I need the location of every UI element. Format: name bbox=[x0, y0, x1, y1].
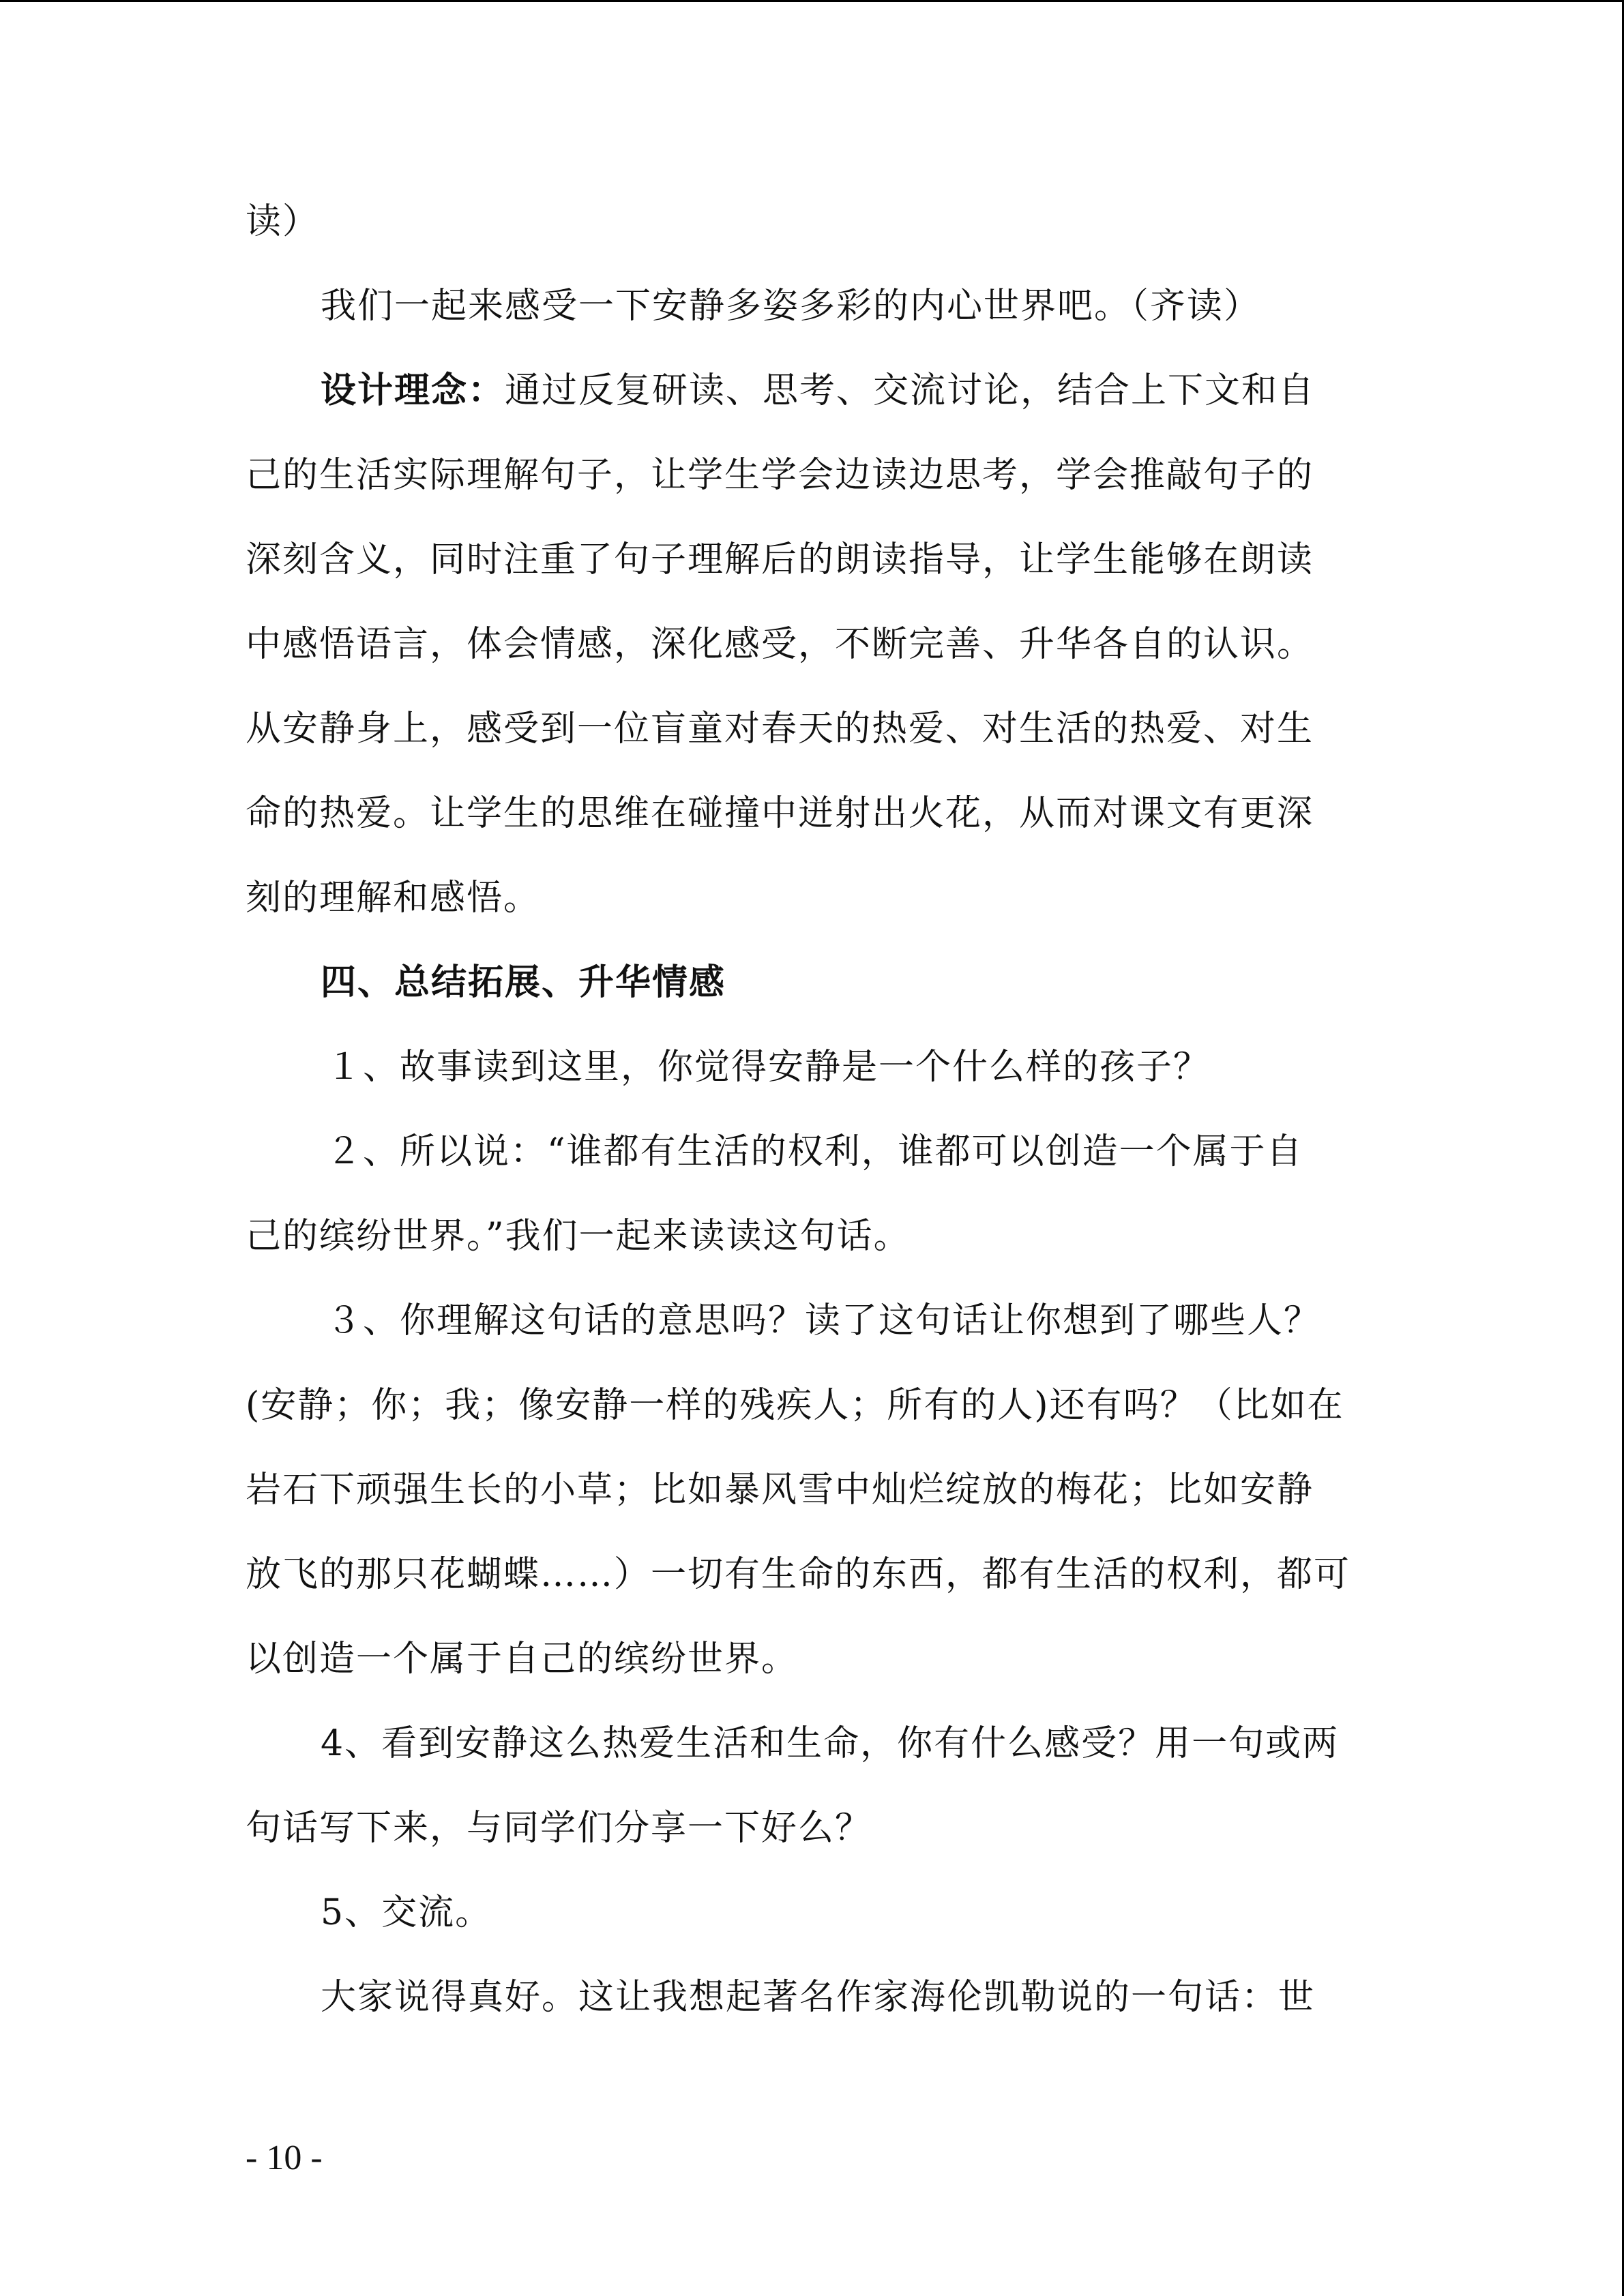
page-number: - 10 - bbox=[246, 2138, 323, 2177]
text-line: 命的热爱。让学生的思维在碰撞中迸射出火花，从而对课文有更深 bbox=[246, 793, 1314, 834]
text-line: 以创造一个属于自己的缤纷世界。 bbox=[246, 1639, 799, 1680]
text-line: 我们一起来感受一下安静多姿多彩的内心世界吧。（齐读） bbox=[321, 286, 1261, 327]
text-line: 大家说得真好。这让我想起著名作家海伦凯勒说的一句话：世 bbox=[321, 1977, 1316, 2018]
text-line: 5、交流。 bbox=[321, 1892, 492, 1933]
text-line: 读） bbox=[246, 201, 320, 242]
design-concept-paragraph bbox=[321, 367, 1315, 415]
text-line: 通过反复研读、思考、交流讨论，结合上下文和自 bbox=[505, 370, 1316, 411]
text-line: ２、所以说：“谁都有生活的权利，谁都可以创造一个属于自 bbox=[326, 1131, 1303, 1172]
text-line: 中感悟语言，体会情感，深化感受，不断完善、升华各自的认识。 bbox=[246, 624, 1314, 665]
text-line: 句话写下来，与同学们分享一下好么？ bbox=[246, 1808, 872, 1849]
text-line: 刻的理解和感悟。 bbox=[246, 878, 541, 919]
text-line: 放飞的那只花蝴蝶……）一切有生命的东西，都有生活的权利，都可 bbox=[246, 1554, 1351, 1595]
text-line: ３、你理解这句话的意思吗？读了这句话让你想到了哪些人？ bbox=[326, 1300, 1321, 1341]
section-heading: 四、总结拓展、升华情感 bbox=[321, 961, 726, 1003]
text-line: 岩石下顽强生长的小草；比如暴风雪中灿烂绽放的梅花；比如安静 bbox=[246, 1470, 1314, 1510]
text-line: 己的缤纷世界。”我们一起来读读这句话。 bbox=[246, 1216, 911, 1257]
text-line: 从安静身上，感受到一位盲童对春天的热爱、对生活的热爱、对生 bbox=[246, 709, 1314, 749]
text-line: 深刻含义，同时注重了句子理解后的朗读指导，让学生能够在朗读 bbox=[246, 539, 1314, 580]
text-line: 4、看到安静这么热爱生活和生命，你有什么感受？用一句或两 bbox=[321, 1723, 1340, 1764]
text-line: １、故事读到这里，你觉得安静是一个什么样的孩子？ bbox=[326, 1047, 1211, 1088]
text-line: 己的生活实际理解句子，让学生学会边读边思考，学会推敲句子的 bbox=[246, 455, 1314, 496]
text-line: (安静；你；我；像安静一样的残疾人；所有的人)还有吗？（比如在 bbox=[246, 1385, 1344, 1426]
design-concept-label: 设计理念： bbox=[321, 370, 505, 411]
page-border-top bbox=[0, 0, 1624, 2]
